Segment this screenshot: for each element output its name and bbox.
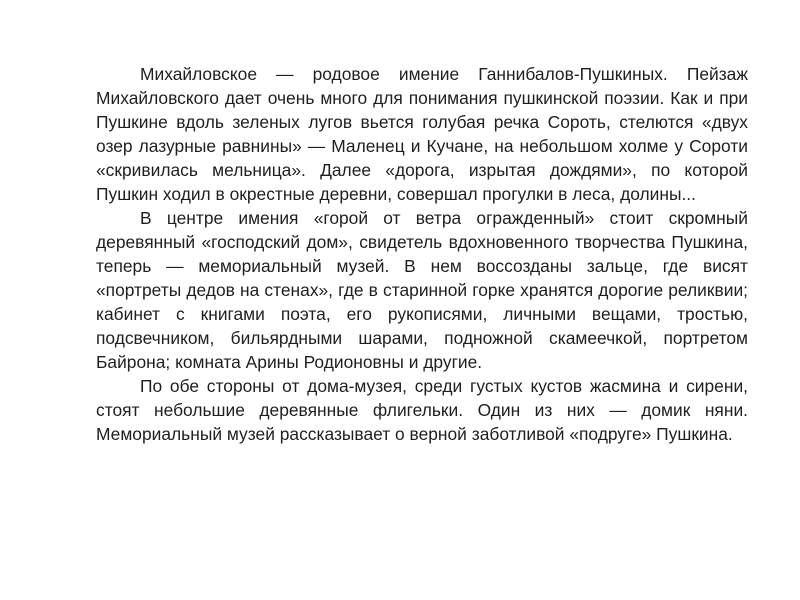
paragraph-mikhailovskoe-landscape: Михайловское — родовое имение Ганнибалов-Пушкиных. Пейзаж Михайловского дает очень много для понимания пушкинской поэзии. Как и при Пушкине вдоль зеленых лугов вьется голубая речка Сороть, стелются «двух озер лазурные равнины» — Маленец и Кучане, на небольшом холме у Сороти «скривилась мельница». Далее «дорога, изрытая дождями», по которой Пушкин ходил в окрестные деревни, совершал прогулки в леса, долины...	[96, 64, 748, 204]
paragraph-nanny-cottage: По обе стороны от дома-музея, среди густых кустов жасмина и сирени, стоят небольшие деревянные флигельки. Один из них — домик няни. Мемориальный музей рассказывает о верной заботливой «подруге» Пушкина.	[96, 376, 748, 444]
document-body	[96, 62, 748, 446]
paragraph-manor-house-museum: В центре имения «горой от ветра огражденный» стоит скромный деревянный «господский дом», свидетель вдохновенного творчества Пушкина, теперь — мемориальный музей. В нем воссозданы зальце, где висят «портреты дедов на стенах», где в старинной горке хранятся дорогие реликвии; кабинет с книгами поэта, его рукописями, личными вещами, тростью, подсвечником, бильярдными шарами, подножной скамеечкой, портретом Байрона; комната Арины Родионовны и другие.	[96, 208, 748, 372]
